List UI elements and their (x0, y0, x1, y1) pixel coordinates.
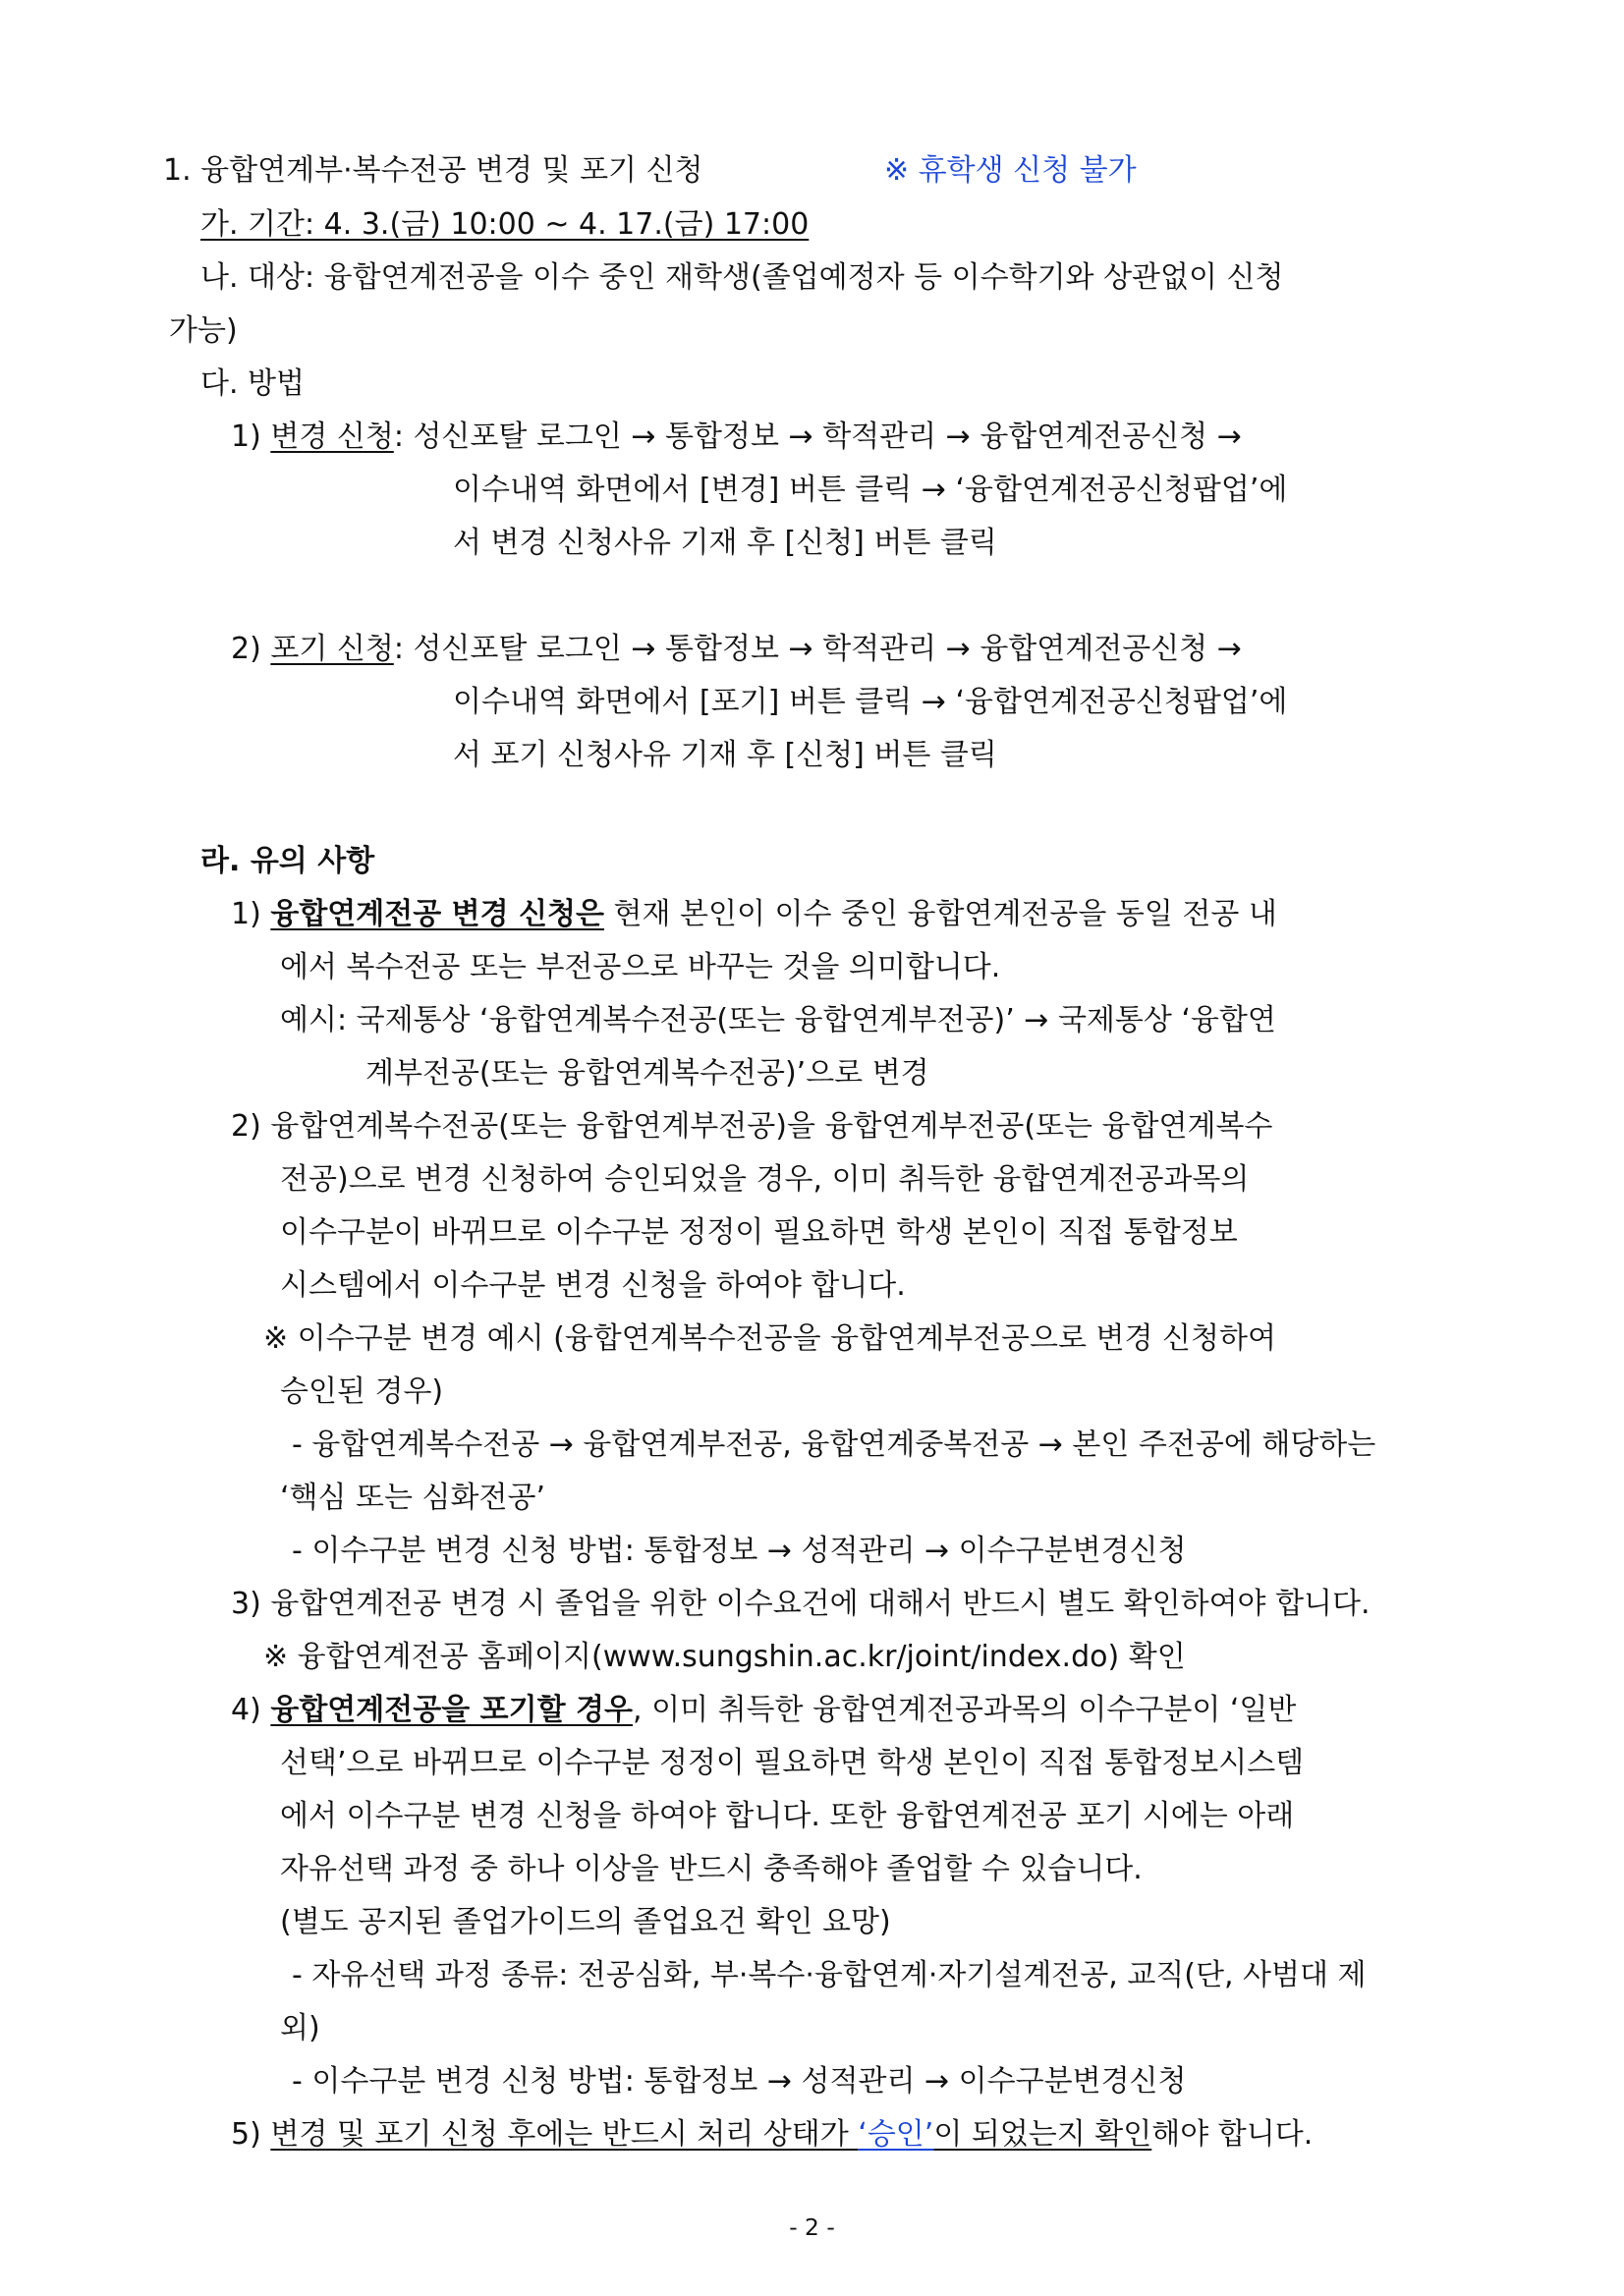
approval-word: ‘승인’ (858, 2117, 934, 2152)
note-number: 3) (231, 1587, 261, 1621)
target-line-1: 나. 대상: 융합연계전공을 이수 중인 재학생(졸업예정자 등 이수학기와 상관없이 신청 (200, 260, 1284, 295)
note-2-remark-1: ※ 이수구분 변경 예시 (융합연계복수전공을 융합연계부전공으로 변경 신청하여 (263, 1321, 1276, 1356)
item-number: 1) (231, 420, 261, 454)
note-number: 5) (231, 2117, 261, 2152)
notes-label: 라. 유의 사항 (200, 844, 375, 878)
section-note: ※ 휴학생 신청 불가 (884, 153, 1137, 188)
note-2-line-2: 전공)으로 변경 신청하여 승인되었을 경우, 이미 취득한 융합연계전공과목의 (280, 1162, 1250, 1197)
page-number: - 2 - (789, 2213, 835, 2241)
note-4-line-4: 자유선택 과정 중 하나 이상을 반드시 충족해야 졸업할 수 있습니다. (280, 1852, 1143, 1886)
note-2-dash-1-cont: ‘핵심 또는 심화전공’ (280, 1481, 545, 1515)
note-4-line-5: (별도 공지된 졸업가이드의 졸업요건 확인 요망) (280, 1905, 891, 1939)
method-item-2-line-2: 이수내역 화면에서 [포기] 버튼 클릭 → ‘융합연계전공신청팝업’에 (453, 685, 1288, 719)
note-4 (231, 1691, 1296, 1730)
note-bold-text: 융합연계전공을 포기할 경우 (270, 1693, 633, 1727)
note-text: 융합연계복수전공(또는 융합연계부전공)을 융합연계부전공(또는 융합연계복수 (270, 1109, 1273, 1144)
note-5 (231, 2115, 1313, 2155)
note-1 (231, 895, 1277, 934)
note-number: 2) (231, 1109, 261, 1144)
item-text: : 성신포탈 로그인 → 통합정보 → 학적관리 → 융합연계전공신청 → (393, 420, 1242, 454)
note-text: 융합연계전공 변경 시 졸업을 위한 이수요건에 대해서 반드시 별도 확인하여야 합니다. (270, 1587, 1371, 1621)
method-item-2 (231, 630, 1242, 669)
note-text-2: 이 되었는지 확인 (933, 2117, 1152, 2152)
note-text-3: 해야 합니다. (1151, 2117, 1314, 2152)
note-3-remark: ※ 융합연계전공 홈페이지(www.sungshin.ac.kr/joint/index.do) 확인 (263, 1640, 1186, 1674)
note-text-1: 변경 및 포기 신청 후에는 반드시 처리 상태가 (270, 2117, 859, 2152)
note-number: 1) (231, 897, 261, 931)
item-number: 2) (231, 632, 261, 666)
note-text: 현재 본인이 이수 중인 융합연계전공을 동일 전공 내 (604, 897, 1277, 931)
method-item-1-line-3: 서 변경 신청사유 기재 후 [신청] 버튼 클릭 (453, 526, 997, 560)
note-2 (231, 1107, 1272, 1147)
note-2-line-4: 시스템에서 이수구분 변경 신청을 하여야 합니다. (280, 1268, 906, 1303)
note-2-dash-2: - 이수구분 변경 신청 방법: 통합정보 → 성적관리 → 이수구분변경신청 (292, 1534, 1187, 1568)
note-4-dash-1: - 자유선택 과정 종류: 전공심화, 부·복수·융합연계·자기설계전공, 교직(단, 사범대 제 (292, 1958, 1367, 1992)
note-4-dash-2: - 이수구분 변경 신청 방법: 통합정보 → 성적관리 → 이수구분변경신청 (292, 2064, 1187, 2099)
note-number: 4) (231, 1693, 261, 1727)
method-item-2-line-3: 서 포기 신청사유 기재 후 [신청] 버튼 클릭 (453, 738, 997, 772)
period-line: 가. 기간: 4. 3.(금) 10:00 ~ 4. 17.(금) 17:00 (200, 207, 810, 242)
section-title: 융합연계부·복수전공 변경 및 포기 신청 (200, 153, 703, 188)
note-1-example-1: 예시: 국제통상 ‘융합연계복수전공(또는 융합연계부전공)’ → 국제통상 ‘융합연 (280, 1003, 1276, 1037)
section-number: 1. (163, 153, 192, 188)
target-line-2: 가능) (169, 313, 238, 348)
method-label: 다. 방법 (200, 366, 306, 401)
item-label: 포기 신청 (270, 632, 394, 666)
item-label: 변경 신청 (270, 420, 394, 454)
note-4-line-3: 에서 이수구분 변경 신청을 하여야 합니다. 또한 융합연계전공 포기 시에는 아래 (280, 1799, 1295, 1833)
note-2-dash-1: - 융합연계복수전공 → 융합연계부전공, 융합연계중복전공 → 본인 주전공에 해당하는 (292, 1428, 1376, 1462)
note-text: , 이미 취득한 융합연계전공과목의 이수구분이 ‘일반 (633, 1693, 1297, 1727)
note-2-line-3: 이수구분이 바뀌므로 이수구분 정정이 필요하면 학생 본인이 직접 통합정보 (280, 1215, 1238, 1250)
section-heading (163, 151, 703, 191)
note-bold-text: 융합연계전공 변경 신청은 (270, 897, 605, 931)
item-text: : 성신포탈 로그인 → 통합정보 → 학적관리 → 융합연계전공신청 → (393, 632, 1242, 666)
method-item-1-line-2: 이수내역 화면에서 [변경] 버튼 클릭 → ‘융합연계전공신청팝업’에 (453, 473, 1288, 507)
note-4-line-2: 선택’으로 바뀌므로 이수구분 정정이 필요하면 학생 본인이 직접 통합정보시스템 (280, 1746, 1305, 1780)
note-1-line-2: 에서 복수전공 또는 부전공으로 바꾸는 것을 의미합니다. (280, 950, 1001, 984)
method-item-1 (231, 418, 1242, 457)
note-2-remark-2: 승인된 경우) (280, 1374, 444, 1409)
note-4-dash-1-cont: 외) (280, 2011, 320, 2045)
note-3 (231, 1585, 1371, 1624)
note-1-example-2: 계부전공(또는 융합연계복수전공)’으로 변경 (365, 1056, 929, 1091)
